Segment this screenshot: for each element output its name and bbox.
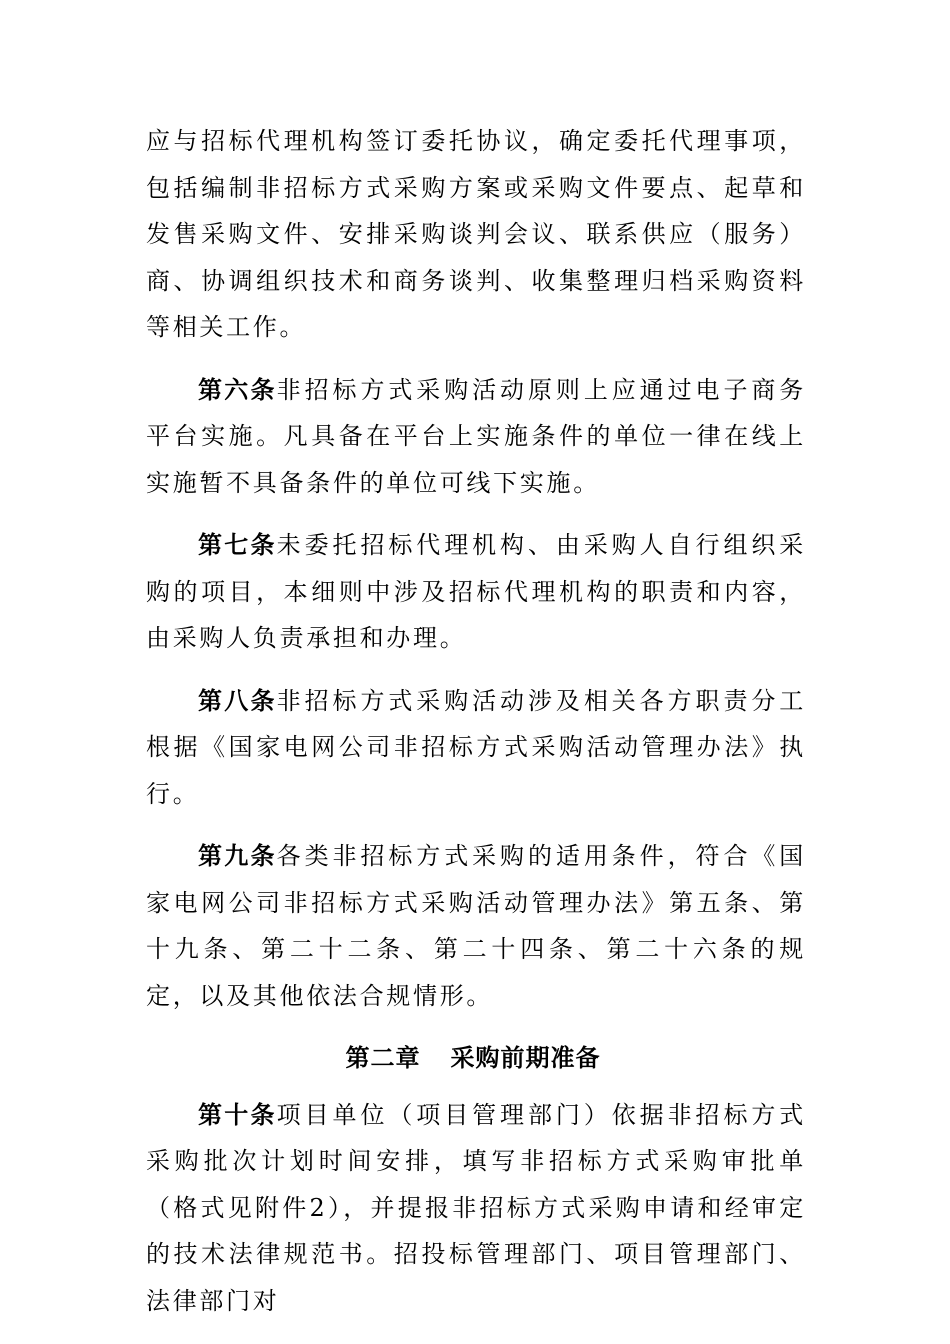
article-7 — [146, 522, 806, 662]
chapter-number: 第二章 — [345, 1044, 421, 1072]
article-title: 第七条 — [198, 531, 277, 559]
article-title: 第九条 — [198, 842, 277, 870]
intro-paragraph: 应与招标代理机构签订委托协议，确定委托代理事项，包括编制非招标方式采购方案或采购文件要点、起草和发售采购文件、安排采购谈判会议、联系供应（服务）商、协调组织技术和商务谈判、收集整理归档采购资料等相关工作。 — [146, 127, 806, 341]
article-text: 非招标方式采购活动涉及相关各方职责分工根据《国家电网公司非招标方式采购活动管理办法》执行。 — [146, 686, 806, 808]
article-text: 项目单位（项目管理部门）依据非招标方式采购批次计划时间安排，填写非招标方式采购审批单（格式见附件2），并提报非招标方式采购申请和经审定的技术法律规范书。招投标管理部门、项目管理部门、法律部门对 — [146, 1100, 806, 1315]
article-text: 未委托招标代理机构、由采购人自行组织采购的项目，本细则中涉及招标代理机构的职责和内容，由采购人负责承担和办理。 — [146, 531, 806, 652]
article-text: 非招标方式采购活动原则上应通过电子商务平台实施。凡具备在平台上实施条件的单位一律在线上实施暂不具备条件的单位可线下实施。 — [146, 375, 806, 497]
chapter-heading — [146, 1035, 806, 1082]
article-6 — [146, 367, 806, 507]
chapter-title: 采购前期准备 — [450, 1044, 601, 1072]
article-title: 第八条 — [198, 686, 277, 715]
article-9 — [146, 833, 806, 1019]
article-title: 第六条 — [198, 375, 277, 404]
article-text: 各类非招标方式采购的适用条件，符合《国家电网公司非招标方式采购活动管理办法》第五条、第十九条、第二十二条、第二十四条、第二十六条的规定，以及其他依法合规情形。 — [146, 842, 806, 1010]
article-8 — [146, 678, 806, 818]
article-title: 第十条 — [198, 1100, 277, 1129]
document-page — [146, 118, 806, 1340]
article-10 — [146, 1092, 806, 1325]
